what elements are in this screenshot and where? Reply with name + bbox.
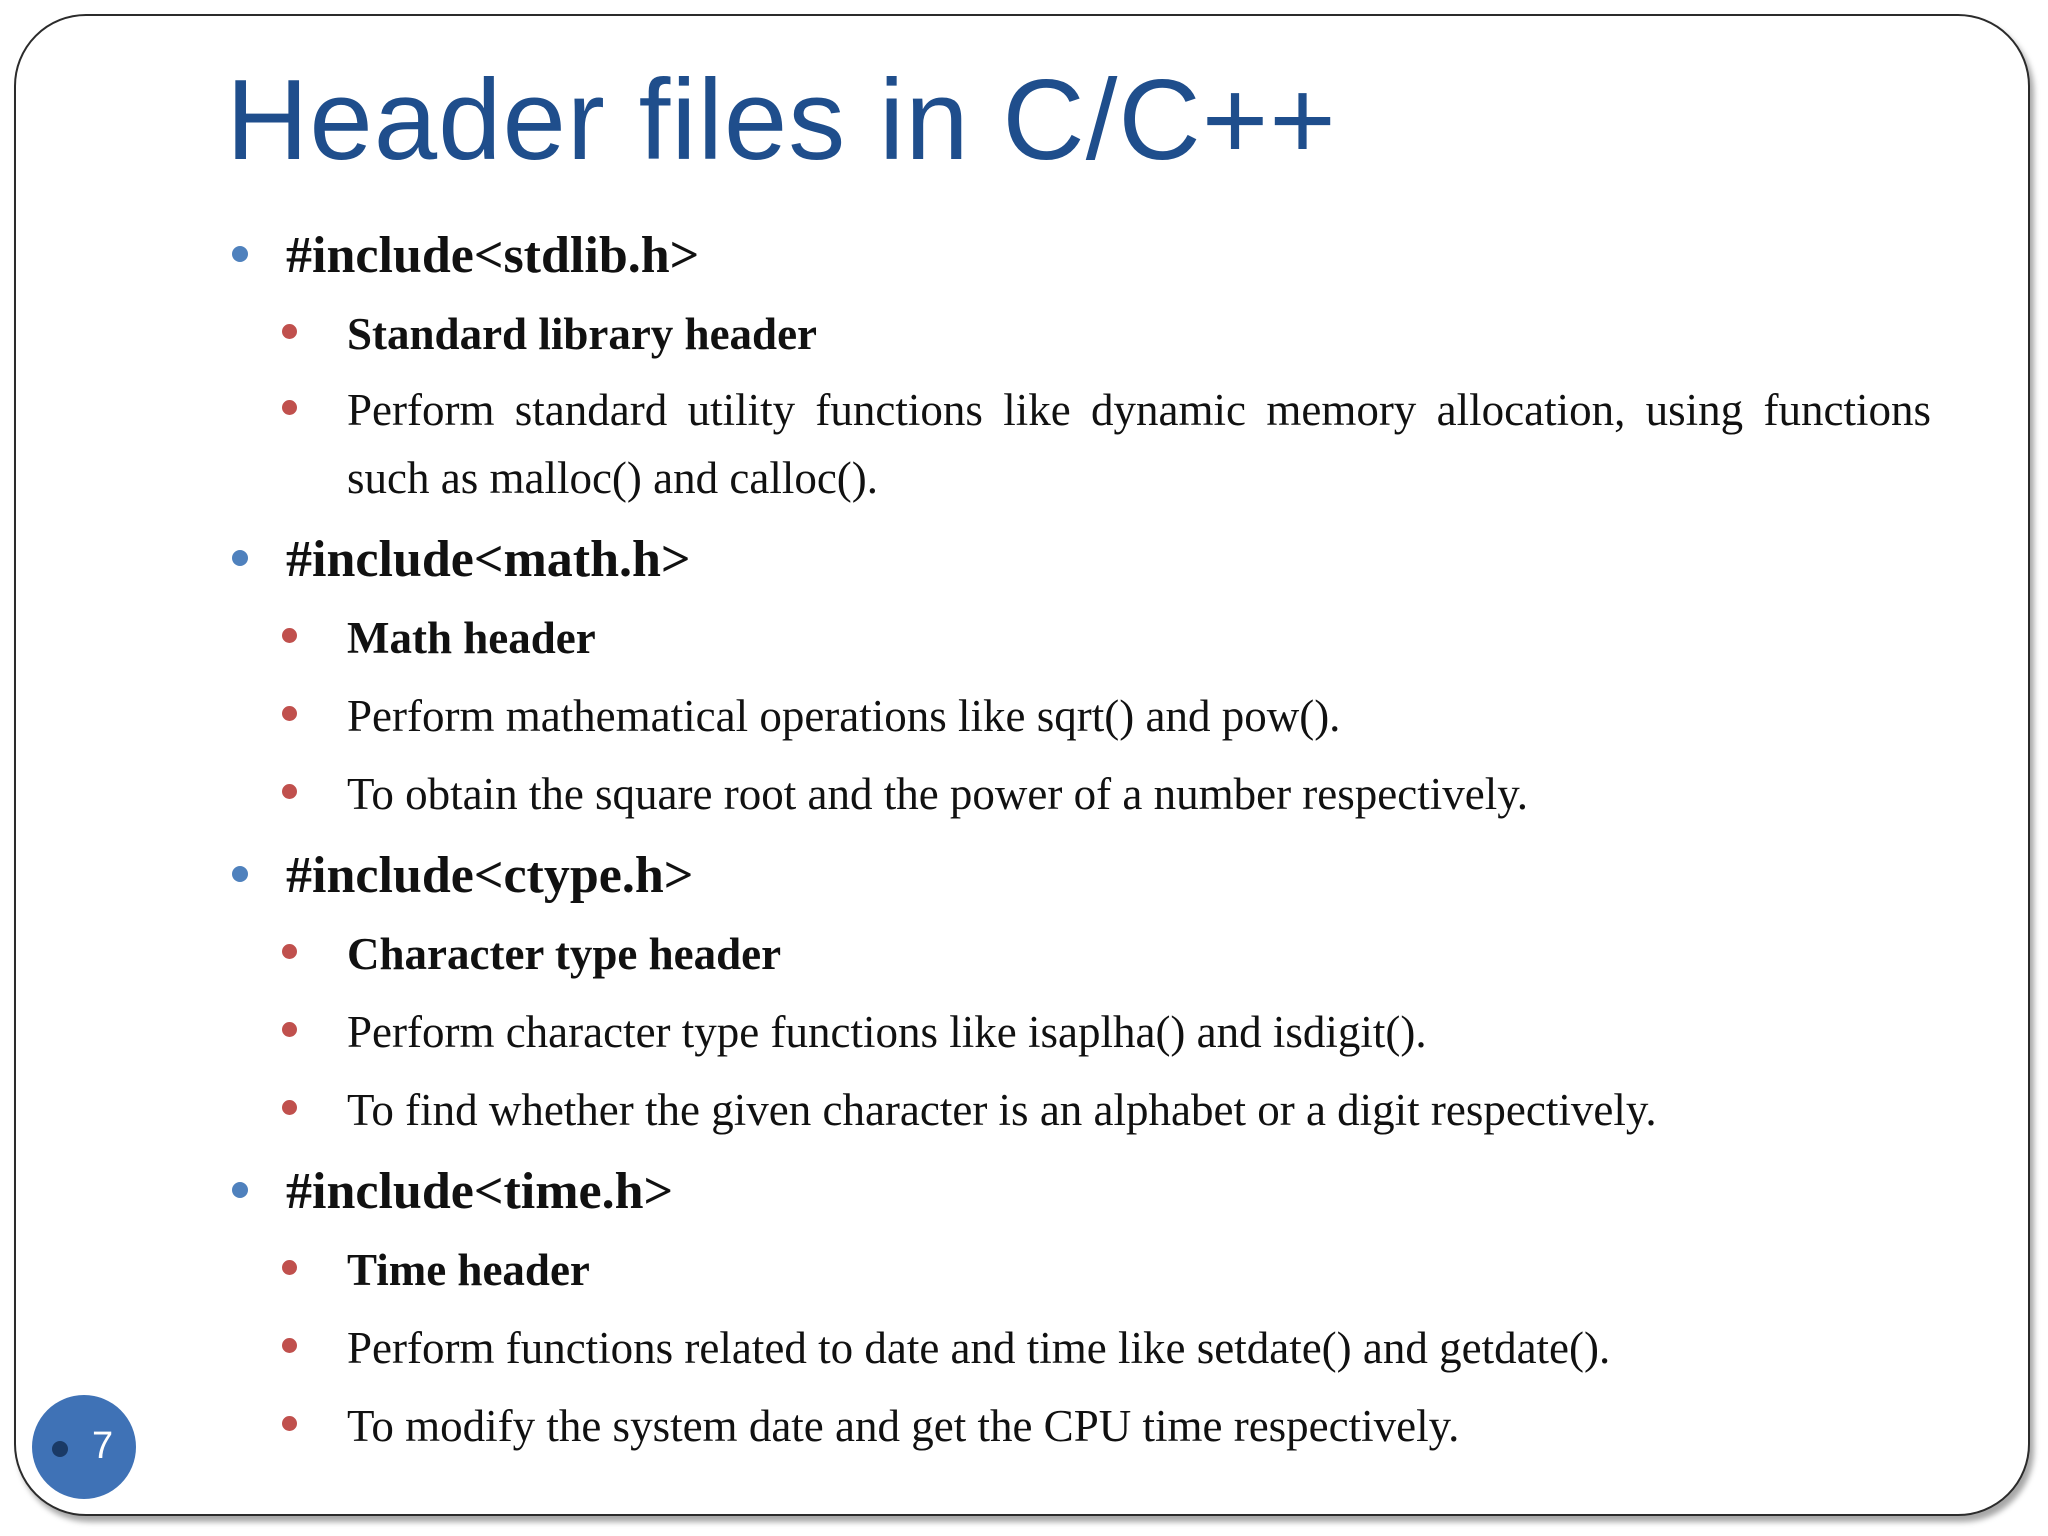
list-item <box>226 1236 1931 1304</box>
level2-bullet-icon <box>282 1022 297 1037</box>
list-item <box>226 1314 1931 1382</box>
page-number-badge <box>32 1395 136 1499</box>
list-item <box>226 300 1931 368</box>
list-item-text: To find whether the given character is an alphabet or a digit respectively. <box>347 1085 1657 1135</box>
list-item <box>226 760 1931 828</box>
list-item-text: To obtain the square root and the power of a number respectively. <box>347 769 1529 819</box>
level2-bullet-icon <box>282 1416 297 1431</box>
section-header-text: #include<stdlib.h> <box>286 227 700 284</box>
list-item <box>226 1392 1931 1460</box>
level1-bullet-icon <box>232 866 248 882</box>
list-item-text: Math header <box>347 613 596 663</box>
section-ctype <box>226 842 1931 1144</box>
level2-bullet-icon <box>282 1100 297 1115</box>
level2-bullet-icon <box>282 628 297 643</box>
bullet-icon <box>52 1441 68 1457</box>
list-item-text: To modify the system date and get the CPU time respectively. <box>347 1401 1460 1451</box>
level2-bullet-icon <box>282 706 297 721</box>
level2-bullet-icon <box>282 324 297 339</box>
section-math <box>226 526 1931 828</box>
section-header <box>226 222 1931 290</box>
level2-bullet-icon <box>282 944 297 959</box>
section-stdlib <box>226 222 1931 512</box>
level1-bullet-icon <box>232 1182 248 1198</box>
level1-bullet-icon <box>232 246 248 262</box>
level2-bullet-icon <box>282 1260 297 1275</box>
slide-title: Header files in C/C++ <box>226 57 1337 184</box>
list-item-text: Standard library header <box>347 309 818 359</box>
list-item-text: Perform functions related to date and time like setdate() and getdate(). <box>347 1323 1611 1373</box>
list-item-text: Perform standard utility functions like dynamic memory allocation, using functions such as malloc() and calloc(). <box>347 385 1931 503</box>
section-header-text: #include<math.h> <box>286 531 691 588</box>
list-item-text: Time header <box>347 1245 590 1295</box>
section-header <box>226 526 1931 594</box>
list-item <box>226 1076 1931 1144</box>
list-item <box>226 998 1931 1066</box>
page-number: 7 <box>92 1425 114 1467</box>
section-header <box>226 1158 1931 1226</box>
list-item-text: Perform mathematical operations like sqrt() and pow(). <box>347 691 1341 741</box>
list-item <box>226 376 1931 512</box>
list-item-text: Character type header <box>347 929 782 979</box>
section-header <box>226 842 1931 910</box>
list-item <box>226 682 1931 750</box>
list-item <box>226 604 1931 672</box>
section-time <box>226 1158 1931 1460</box>
level1-bullet-icon <box>232 550 248 566</box>
section-header-text: #include<ctype.h> <box>286 847 694 904</box>
level2-bullet-icon <box>282 1338 297 1353</box>
list-item-text: Perform character type functions like isaplha() and isdigit(). <box>347 1007 1427 1057</box>
section-header-text: #include<time.h> <box>286 1163 674 1220</box>
slide-content <box>226 222 1931 1460</box>
level2-bullet-icon <box>282 784 297 799</box>
level2-bullet-icon <box>282 400 297 415</box>
list-item <box>226 920 1931 988</box>
